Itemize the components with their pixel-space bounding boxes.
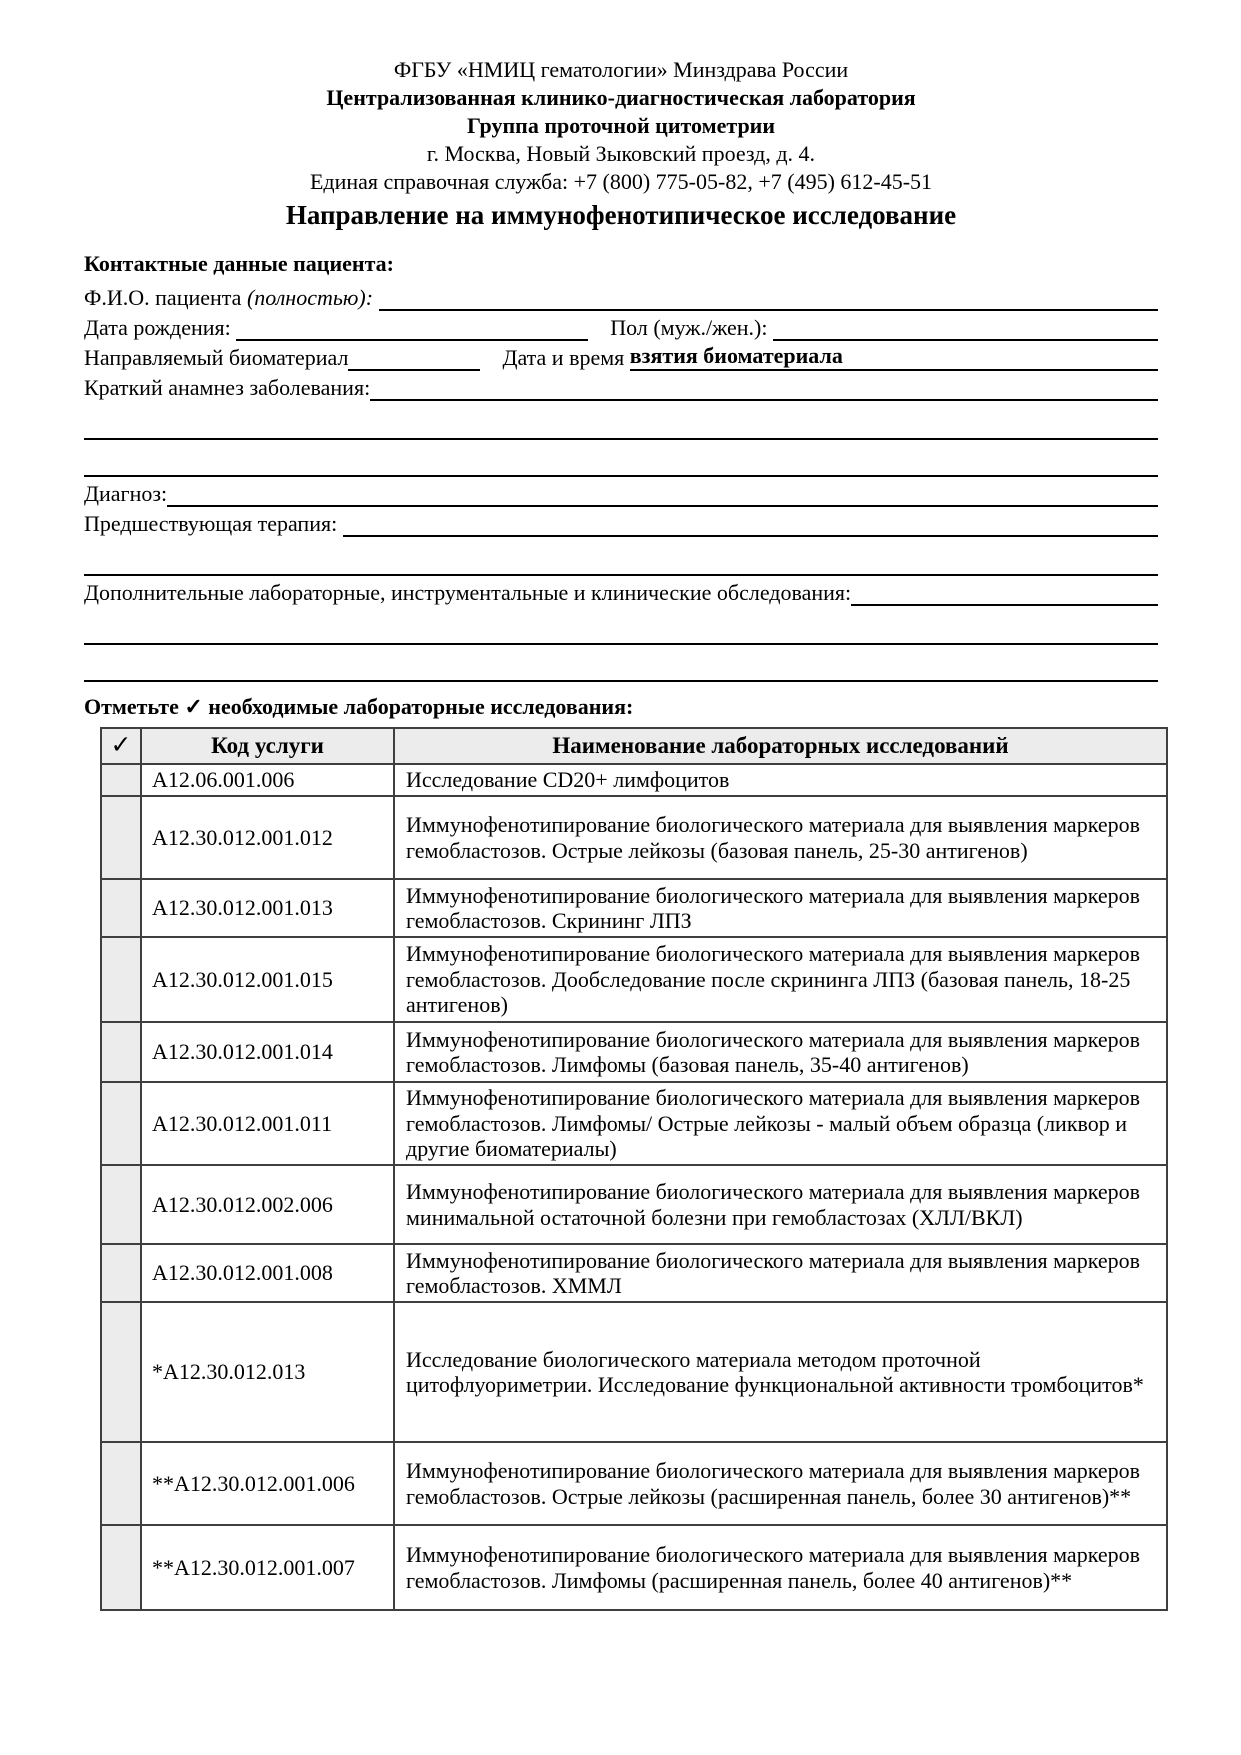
check-cell[interactable] bbox=[101, 1022, 141, 1082]
table-row bbox=[101, 796, 1167, 879]
letterhead bbox=[84, 56, 1158, 196]
anamnesis-field-line[interactable] bbox=[370, 399, 1158, 401]
biomaterial-row bbox=[84, 341, 1158, 371]
blank-write-line[interactable] bbox=[84, 401, 1158, 440]
table-section-heading bbox=[84, 694, 1158, 720]
check-cell[interactable] bbox=[101, 1442, 141, 1525]
service-name: Иммунофенотипирование биологического материала для выявления маркеров гемобластозов. Острые лейкозы (расширенная панель, более 30 антигенов)** bbox=[394, 1442, 1167, 1525]
contact-section-heading: Контактные данные пациента: bbox=[84, 251, 394, 276]
code-column-header: Код услуги bbox=[141, 728, 394, 764]
services-table-body bbox=[101, 764, 1167, 1610]
service-name: Иммунофенотипирование биологического материала для выявления маркеров гемобластозов. Лимфомы (базовая панель, 35-40 антигенов) bbox=[394, 1022, 1167, 1082]
blank-write-line[interactable] bbox=[84, 606, 1158, 645]
birthdate-label: Дата рождения: bbox=[84, 315, 237, 340]
diagnosis-row bbox=[84, 477, 1158, 507]
org-address: г. Москва, Новый Зыковский проезд, д. 4. bbox=[426, 141, 816, 166]
service-name: Иммунофенотипирование биологического материала для выявления маркеров гемобластозов. Острые лейкозы (базовая панель, 25-30 антигенов) bbox=[394, 796, 1167, 879]
therapy-row bbox=[84, 507, 1158, 537]
service-name: Иммунофенотипирование биологического материала для выявления маркеров гемобластозов. Дообследование после скрининга ЛПЗ (базовая панель, 18-25 антигенов) bbox=[394, 937, 1167, 1022]
patient-contact-section bbox=[84, 251, 1158, 682]
fio-label: Ф.И.О. пациента bbox=[84, 285, 247, 310]
biomaterial-label: Направляемый биоматериал bbox=[84, 345, 349, 370]
fio-field-line[interactable] bbox=[379, 309, 1158, 311]
sex-field-line[interactable] bbox=[773, 339, 1158, 341]
check-mark-icon: ✓ bbox=[184, 694, 203, 719]
service-code: *А12.30.012.013 bbox=[141, 1302, 394, 1442]
anamnesis-label: Краткий анамнез заболевания: bbox=[84, 375, 371, 400]
additional-tests-field-line[interactable] bbox=[851, 604, 1158, 606]
check-cell[interactable] bbox=[101, 879, 141, 937]
check-cell[interactable] bbox=[101, 1525, 141, 1610]
lab-name: Централизованная клинико-диагностическая лаборатория bbox=[326, 85, 916, 110]
sampling-datetime-label: Дата и время bbox=[502, 345, 630, 370]
check-cell[interactable] bbox=[101, 937, 141, 1022]
table-heading-post: необходимые лабораторные исследования: bbox=[202, 694, 634, 719]
service-name: Исследование биологического материала методом проточной цитофлуориметрии. Исследование функциональной активности тромбоцитов* bbox=[394, 1302, 1167, 1442]
table-row bbox=[101, 937, 1167, 1022]
blank-write-line[interactable] bbox=[84, 440, 1158, 477]
anamnesis-row bbox=[84, 371, 1158, 401]
table-row bbox=[101, 1022, 1167, 1082]
check-cell[interactable] bbox=[101, 1165, 141, 1244]
service-code: А12.30.012.001.014 bbox=[141, 1022, 394, 1082]
service-name: Иммунофенотипирование биологического материала для выявления маркеров гемобластозов. ХММЛ bbox=[394, 1244, 1167, 1302]
service-code: А12.06.001.006 bbox=[141, 764, 394, 796]
org-phone: Единая справочная служба: +7 (800) 775-05-82, +7 (495) 612-45-51 bbox=[309, 169, 933, 194]
additional-tests-row bbox=[84, 576, 1158, 606]
check-cell[interactable] bbox=[101, 796, 141, 879]
table-row bbox=[101, 1082, 1167, 1165]
service-code: А12.30.012.001.013 bbox=[141, 879, 394, 937]
service-code: А12.30.012.001.015 bbox=[141, 937, 394, 1022]
fio-row bbox=[84, 281, 1158, 311]
sex-label: Пол (муж./жен.): bbox=[610, 315, 773, 340]
diagnosis-field-line[interactable] bbox=[167, 505, 1158, 507]
blank-write-line[interactable] bbox=[84, 537, 1158, 576]
service-name: Иммунофенотипирование биологического материала для выявления маркеров гемобластозов. Скрининг ЛПЗ bbox=[394, 879, 1167, 937]
service-name: Исследование CD20+ лимфоцитов bbox=[394, 764, 1167, 796]
service-code: **А12.30.012.001.007 bbox=[141, 1525, 394, 1610]
org-name: ФГБУ «НМИЦ гематологии» Минздрава России bbox=[393, 57, 849, 82]
birthdate-sex-row bbox=[84, 311, 1158, 341]
sampling-datetime-label-bold: взятия биоматериала bbox=[630, 342, 843, 371]
service-name: Иммунофенотипирование биологического материала для выявления маркеров гемобластозов. Лимфомы/ Острые лейкозы - малый объем образца (ликвор и другие биоматериалы) bbox=[394, 1082, 1167, 1165]
diagnosis-label: Диагноз: bbox=[84, 481, 168, 506]
table-row bbox=[101, 1165, 1167, 1244]
group-name: Группа проточной цитометрии bbox=[466, 113, 776, 138]
service-code: А12.30.012.002.006 bbox=[141, 1165, 394, 1244]
check-cell[interactable] bbox=[101, 764, 141, 796]
check-cell[interactable] bbox=[101, 1302, 141, 1442]
table-row bbox=[101, 1442, 1167, 1525]
table-row bbox=[101, 1244, 1167, 1302]
therapy-field-line[interactable] bbox=[343, 535, 1158, 537]
service-name: Иммунофенотипирование биологического материала для выявления маркеров минимальной остаточной болезни при гемобластозах (ХЛЛ/ВКЛ) bbox=[394, 1165, 1167, 1244]
check-cell[interactable] bbox=[101, 1244, 141, 1302]
biomaterial-field-line[interactable] bbox=[348, 369, 480, 371]
table-row bbox=[101, 1525, 1167, 1610]
additional-tests-label: Дополнительные лабораторные, инструментальные и клинические обследования: bbox=[84, 580, 852, 605]
document-title: Направление на иммунофенотипическое исследование bbox=[285, 200, 957, 230]
table-row bbox=[101, 1302, 1167, 1442]
sampling-datetime-field-line[interactable] bbox=[843, 369, 1158, 371]
service-code: **А12.30.012.001.006 bbox=[141, 1442, 394, 1525]
fio-label-italic: (полностью): bbox=[246, 285, 374, 310]
name-column-header: Наименование лабораторных исследований bbox=[394, 728, 1167, 764]
therapy-label: Предшествующая терапия: bbox=[84, 511, 343, 536]
check-column-header: ✓ bbox=[101, 728, 141, 764]
service-code: А12.30.012.001.008 bbox=[141, 1244, 394, 1302]
blank-write-line[interactable] bbox=[84, 645, 1158, 682]
birthdate-field-line[interactable] bbox=[236, 339, 588, 341]
table-heading-pre: Отметьте bbox=[84, 694, 185, 719]
services-table-header bbox=[101, 728, 1167, 764]
check-cell[interactable] bbox=[101, 1082, 141, 1165]
service-code: А12.30.012.001.012 bbox=[141, 796, 394, 879]
service-name: Иммунофенотипирование биологического материала для выявления маркеров гемобластозов. Лимфомы (расширенная панель, более 40 антигенов)** bbox=[394, 1525, 1167, 1610]
table-row bbox=[101, 879, 1167, 937]
table-row bbox=[101, 764, 1167, 796]
service-code: А12.30.012.001.011 bbox=[141, 1082, 394, 1165]
services-table bbox=[100, 727, 1168, 1611]
